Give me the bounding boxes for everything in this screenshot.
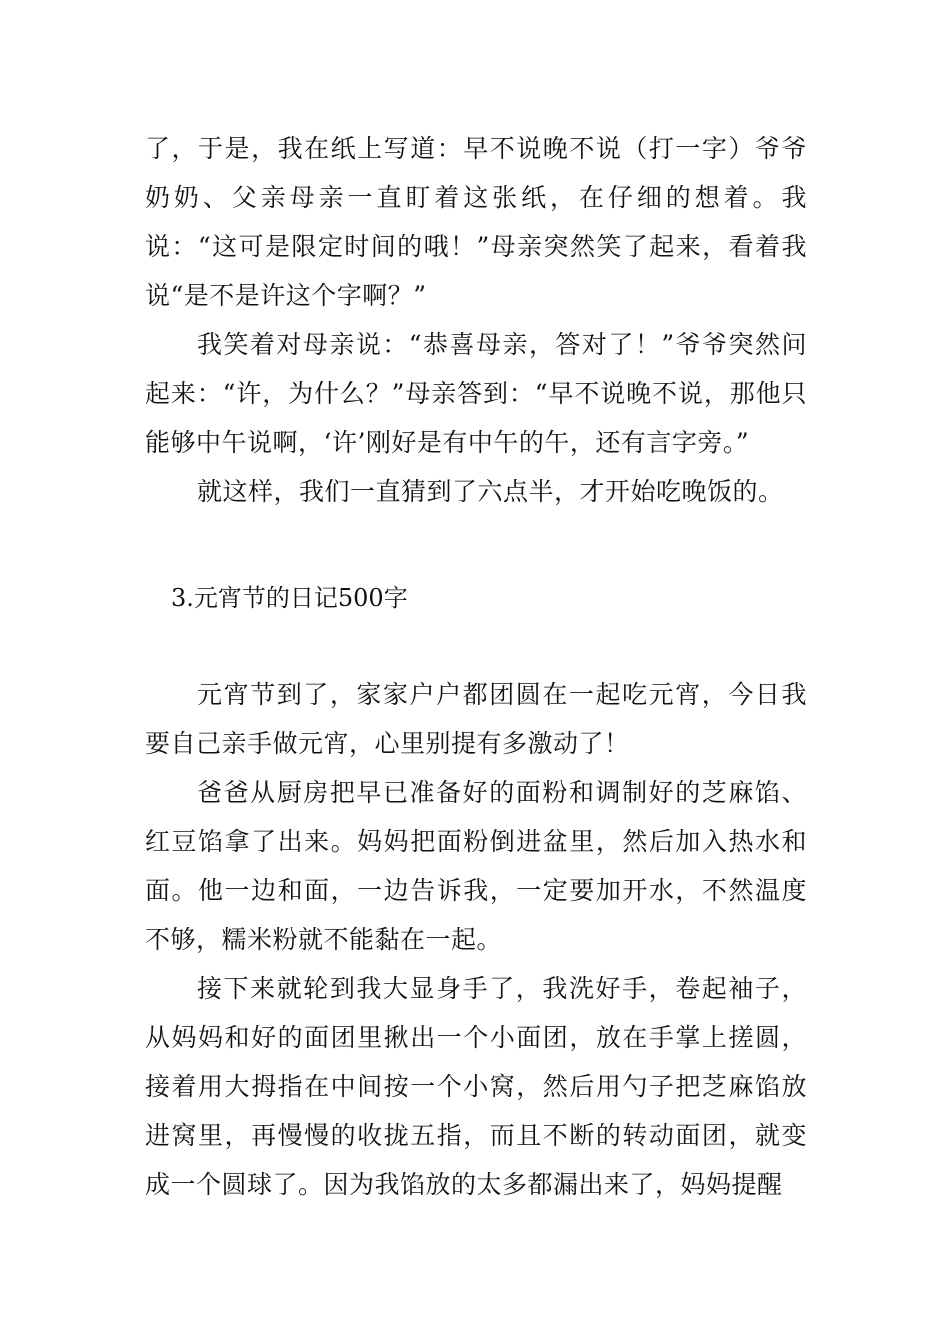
paragraph: 我笑着对母亲说：“恭喜母亲，答对了！”爷爷突然问起来：“许，为什么？”母亲答到：“早不说晚不说，那他只能够中午说啊，‘许’刚好是有中午的午，还有言字旁。” bbox=[145, 330, 807, 457]
paragraph: 接下来就轮到我大显身手了，我洗好手，卷起袖子，从妈妈和好的面团里揪出一个小面团，放在手掌上搓圆，接着用大拇指在中间按一个小窝，然后用勺子把芝麻馅放进窝里，再慢慢的收拢五指，而且不断的转动面团，就变成一个圆球了。因为我馅放的太多都漏出来了，妈妈提醒 bbox=[145, 974, 807, 1199]
diary-body bbox=[145, 670, 807, 1209]
section-heading-block bbox=[145, 574, 807, 623]
paragraph: 就这样，我们一直猜到了六点半，才开始吃晚饭的。 bbox=[197, 477, 784, 506]
paragraph: 爸爸从厨房把早已准备好的面粉和调制好的芝麻馅、红豆馅拿了出来。妈妈把面粉倒进盆里，然后加入热水和面。他一边和面，一边告诉我，一定要加开水，不然温度不够，糯米粉就不能黏在一起。 bbox=[145, 778, 807, 954]
paragraph: 元宵节到了，家家户户都团圆在一起吃元宵，今日我要自己亲手做元宵，心里别提有多激动了！ bbox=[145, 680, 807, 758]
story-continuation bbox=[145, 124, 807, 516]
section-heading: 3.元宵节的日记500字 bbox=[171, 584, 408, 612]
paragraph: 了，于是，我在纸上写道：早不说晚不说（打一字）爷爷奶奶、父亲母亲一直盯着这张纸，在仔细的想着。我说：“这可是限定时间的哦！”母亲突然笑了起来，看着我说“是不是许这个字啊？” bbox=[145, 134, 807, 310]
